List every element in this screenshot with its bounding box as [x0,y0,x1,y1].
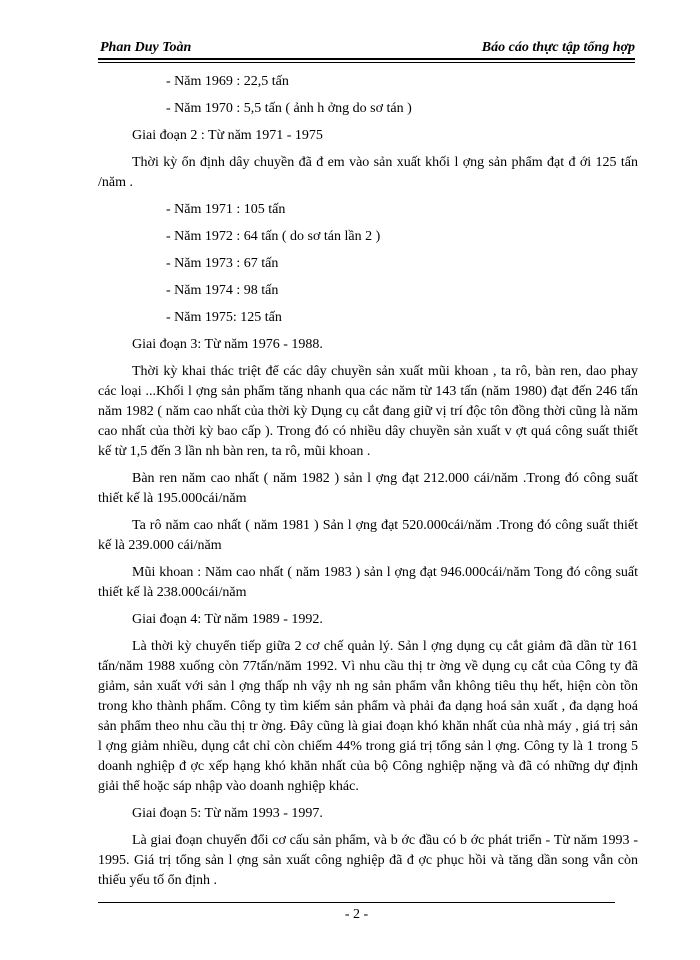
document-body [98,72,638,898]
paragraph: Là thời kỳ chuyển tiếp giữa 2 cơ chế quản lý. Sản l ợng dụng cụ cắt giảm đã dần từ 161 tấn/năm 1988 xuống còn 77tấn/năm 1992. Vì nhu cầu thị tr ờng về dụng cụ cắt của Công ty đã giảm, sản xuất với sản l ợng thấp nh vậy nh ng sản phẩm vẫn không tiêu thụ hết, hiện còn tồn trong kho thành phẩm. Công ty tìm kiếm sản phẩm và phải đa dạng hoá sản xuất , đa dạng hoá sản phẩm theo nhu cầu thị tr ờng. Đây cũng là giai đoạn khó khăn nhất của nhà máy , giá trị sản l ợng giảm nhiều, dụng cắt chỉ còn chiếm 44% trong giá trị tổng sản l ợng. Công ty là 1 trong 5 doanh nghiệp đ ợc xếp hạng khó khăn nhất của bộ Công nghiệp nặng và đã có những dự định giải thể hoặc sáp nhập vào doanh nghiệp khác. [98,639,638,794]
paragraph: Thời kỳ ổn định dây chuyền đã đ em vào sản xuất khối l ợng sản phẩm đạt đ ới 125 tấn /năm . [98,155,638,190]
paragraph: Bàn ren năm cao nhất ( năm 1982 ) sản l ợng đạt 212.000 cái/năm .Trong đó công suất thiết kế là 195.000cái/năm [98,471,638,506]
page-footer [98,902,615,923]
list-item: - Năm 1975: 125 tấn [166,310,282,325]
page-header [98,38,635,60]
list-item: - Năm 1970 : 5,5 tấn ( ảnh h ởng do sơ tán ) [166,101,412,116]
paragraph: Là giai đoạn chuyển đổi cơ cấu sản phẩm, và b ớc đầu có b ớc phát triển - Từ năm 1993 - 1995. Giá trị tổng sản l ợng sản xuất công nghiệp đã đ ợc phục hồi và tăng dần song vẫn còn thiếu yếu tố ổn định . [98,833,638,888]
list-item: - Năm 1969 : 22,5 tấn [166,74,289,89]
header-author: Phan Duy Toàn [100,40,192,55]
paragraph: Mũi khoan : Năm cao nhất ( năm 1983 ) sản l ợng đạt 946.000cái/năm Tong đó công suất thiết kế là 238.000cái/năm [98,565,638,600]
paragraph: Giai đoạn 5: Từ năm 1993 - 1997. [132,806,323,821]
header-rule-thick [98,58,635,60]
paragraph: Giai đoạn 4: Từ năm 1989 - 1992. [132,612,323,627]
page-number: - 2 - [344,907,369,922]
paragraph: Giai đoạn 3: Từ năm 1976 - 1988. [132,337,323,352]
paragraph: Giai đoạn 2 : Từ năm 1971 - 1975 [132,128,323,143]
header-report-title: Báo cáo thực tập tổng hợp [481,40,635,55]
list-item: - Năm 1973 : 67 tấn [166,256,279,271]
list-item: - Năm 1974 : 98 tấn [166,283,279,298]
header-rule-thin [98,62,635,63]
list-item: - Năm 1971 : 105 tấn [166,202,286,217]
list-item: - Năm 1972 : 64 tấn ( do sơ tán lần 2 ) [166,229,381,244]
paragraph: Ta rô năm cao nhất ( năm 1981 ) Sản l ợng đạt 520.000cái/năm .Trong đó công suất thiết kế là 239.000 cái/năm [98,518,638,553]
footer-rule [98,902,615,903]
paragraph: Thời kỳ khai thác triệt để các dây chuyền sản xuất mũi khoan , ta rô, bàn ren, dao phay các loại ...Khối l ợng sản phẩm tăng nhanh qua các năm từ 143 tấn (năm 1980) đạt đến 246 tấn năm 1982 ( năm cao nhất của thời kỳ Dụng cụ cắt đang giữ vị trí độc tôn đồng thời cũng là năm cao nhất của thời kỳ bao cấp ). Trong đó có nhiều dây chuyền sản xuất v ợt quá công suất thiết kế từ 1,5 đến 3 lần nh bàn ren, ta rô, mũi khoan . [98,364,638,459]
